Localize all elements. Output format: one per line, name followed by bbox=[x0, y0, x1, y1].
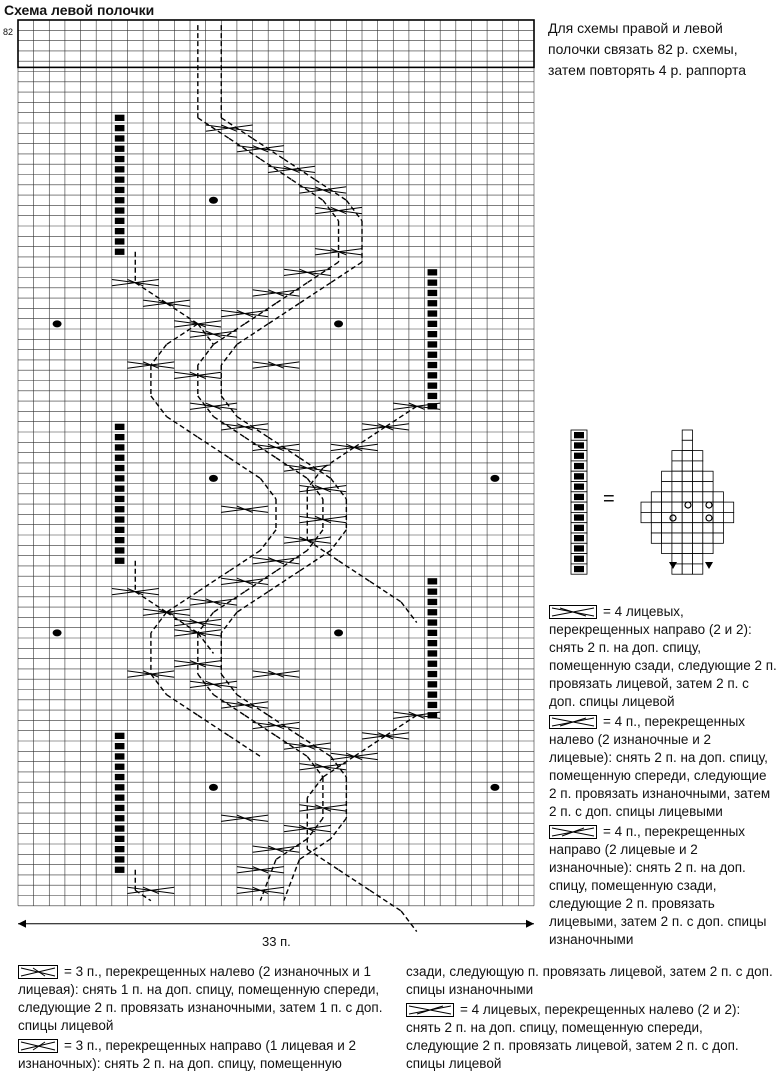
legend-grid-cell bbox=[662, 471, 672, 481]
cross-mark bbox=[253, 867, 269, 873]
bobble-square bbox=[115, 516, 125, 522]
legend-grid-cell bbox=[703, 482, 713, 492]
legend-grid-cell bbox=[682, 440, 692, 450]
legend-text: = 4 лицевых, перекрещенных направо (2 и 2): снять 2 п. на доп. спицу, помещенную сзади, следующие 2 п. провязать лицевой, затем 2 п. с доп. спицы лицевой bbox=[549, 604, 777, 709]
cable-line bbox=[385, 406, 416, 427]
legend-grid-cell bbox=[703, 471, 713, 481]
dot-marker bbox=[209, 475, 218, 482]
cable-line bbox=[339, 561, 370, 582]
legend-grid-cell bbox=[672, 482, 682, 492]
legend-grid-cell bbox=[651, 512, 661, 522]
width-label: 33 п. bbox=[258, 934, 295, 949]
bobble-square bbox=[115, 135, 125, 141]
cable-line bbox=[245, 715, 276, 736]
bobble-square bbox=[115, 774, 125, 780]
bobble-square bbox=[115, 496, 125, 502]
legend-text: сзади, следующую п. провязать лицевой, затем 2 п. с доп. спицы изнаночными bbox=[406, 964, 773, 997]
intro-text: Для схемы правой и левой полочки связать 82 р. схемы, затем повторять 4 р. раппорта bbox=[548, 20, 747, 78]
cable-line bbox=[370, 890, 401, 911]
bobble-square bbox=[115, 527, 125, 533]
cross-mark bbox=[143, 671, 159, 677]
bobble-square bbox=[428, 372, 438, 378]
bobble-square bbox=[115, 733, 125, 739]
cable-line bbox=[276, 736, 307, 757]
legend-grid-cell bbox=[662, 543, 672, 553]
cross-mark bbox=[346, 753, 362, 759]
cable-line bbox=[221, 674, 237, 695]
legend-grid-cell bbox=[682, 482, 692, 492]
bobble-square bbox=[428, 383, 438, 389]
legend-grid-cell bbox=[713, 523, 723, 533]
legend-grid-cell bbox=[641, 502, 651, 512]
cable-line bbox=[307, 262, 338, 283]
cable-line bbox=[198, 715, 229, 736]
bobble-square bbox=[428, 692, 438, 698]
arrow-head-right bbox=[526, 920, 534, 928]
legend-grid-cell bbox=[682, 564, 692, 574]
cross-mark bbox=[315, 187, 331, 193]
legend-grid-cell bbox=[693, 512, 703, 522]
legend-item-r2 bbox=[549, 713, 777, 821]
cable-line bbox=[307, 849, 338, 870]
dot-marker bbox=[490, 784, 499, 791]
legend-grid-cell bbox=[693, 533, 703, 543]
cross-mark bbox=[299, 269, 315, 275]
bobble-square bbox=[115, 795, 125, 801]
cable-line bbox=[331, 478, 347, 499]
bobble-square bbox=[115, 238, 125, 244]
cross-mark bbox=[346, 444, 362, 450]
cross-mark bbox=[221, 125, 237, 131]
dot-marker bbox=[53, 629, 62, 636]
dot-marker bbox=[334, 629, 343, 636]
bobble-square bbox=[115, 836, 125, 842]
cable-line bbox=[167, 612, 198, 633]
cable-line bbox=[135, 592, 166, 613]
legend-grid-cell bbox=[703, 533, 713, 543]
bobble-square bbox=[115, 856, 125, 862]
bobble-square bbox=[115, 434, 125, 440]
triangle-icon bbox=[705, 562, 713, 569]
bobble-square bbox=[115, 846, 125, 852]
bobble-square bbox=[428, 671, 438, 677]
bobble-square bbox=[428, 661, 438, 667]
cable-line bbox=[167, 592, 198, 613]
cable-line bbox=[198, 571, 229, 592]
legend-grid-cell bbox=[713, 533, 723, 543]
cross-3-left-icon bbox=[18, 965, 58, 979]
bobble-square bbox=[115, 166, 125, 172]
top-band bbox=[18, 20, 534, 67]
legend-grid-cell bbox=[723, 512, 733, 522]
legend-item-b2 bbox=[18, 1037, 393, 1073]
legend-item-r1 bbox=[549, 603, 777, 711]
dot-marker bbox=[53, 320, 62, 327]
bobble-square bbox=[428, 331, 438, 337]
legend-grid-cell bbox=[693, 471, 703, 481]
cable-line bbox=[276, 283, 307, 304]
cross-mark bbox=[190, 321, 206, 327]
bobble-square bbox=[115, 743, 125, 749]
cable-line bbox=[401, 911, 417, 932]
bobble-square bbox=[115, 537, 125, 543]
cable-line bbox=[354, 427, 385, 448]
cable-line bbox=[198, 437, 229, 458]
legend-grid-cell bbox=[693, 564, 703, 574]
legend-grid-cell bbox=[651, 533, 661, 543]
cable-line bbox=[339, 870, 370, 891]
legend-grid-cell bbox=[682, 492, 692, 502]
cable-line bbox=[245, 437, 276, 458]
bobble-square bbox=[574, 432, 584, 438]
legend-grid-cell bbox=[682, 461, 692, 471]
cross-mark bbox=[159, 609, 175, 615]
cable-line bbox=[245, 303, 276, 324]
cross-mark bbox=[159, 300, 175, 306]
bobble-square bbox=[115, 547, 125, 553]
cross-4-left-icon bbox=[549, 715, 597, 729]
bobble-square bbox=[428, 630, 438, 636]
bobble-square bbox=[574, 545, 584, 551]
legend-grid-cell bbox=[693, 554, 703, 564]
legend-grid-cell bbox=[651, 523, 661, 533]
bobble-square bbox=[115, 506, 125, 512]
bobble-square bbox=[115, 115, 125, 121]
cable-line bbox=[221, 344, 237, 365]
bobble-square bbox=[428, 290, 438, 296]
legend-grid-cell bbox=[662, 482, 672, 492]
bobble-square bbox=[115, 424, 125, 430]
cable-line bbox=[331, 530, 347, 551]
cross-mark bbox=[268, 846, 284, 852]
legend-grid-cell bbox=[672, 461, 682, 471]
equals-sign: = bbox=[603, 488, 615, 510]
legend-grid-cell bbox=[682, 523, 692, 533]
legend-grid-cell bbox=[703, 543, 713, 553]
bobble-square bbox=[115, 753, 125, 759]
cable-line bbox=[331, 818, 347, 839]
legend-grid-cell bbox=[693, 482, 703, 492]
bobble-square bbox=[574, 484, 584, 490]
cross-mark bbox=[237, 506, 253, 512]
bobble-square bbox=[574, 566, 584, 572]
cable-line bbox=[346, 200, 362, 221]
bobble-square bbox=[115, 197, 125, 203]
bobble-square bbox=[574, 463, 584, 469]
cable-line bbox=[167, 417, 198, 438]
legend-grid-cell bbox=[651, 502, 661, 512]
bobble-square bbox=[428, 640, 438, 646]
legend-grid-cell bbox=[651, 492, 661, 502]
cross-mark bbox=[237, 702, 253, 708]
chart-title: Схема левой полочки bbox=[4, 2, 155, 18]
legend-grid-cell bbox=[672, 502, 682, 512]
bobble-square bbox=[115, 207, 125, 213]
cable-line bbox=[229, 138, 260, 159]
legend-grid-cell bbox=[713, 492, 723, 502]
bobble-square bbox=[115, 228, 125, 234]
legend-grid-cell bbox=[693, 461, 703, 471]
bobble-square bbox=[574, 453, 584, 459]
cable-line bbox=[213, 417, 244, 438]
arrow-head-left bbox=[18, 920, 26, 928]
legend-grid-cell bbox=[693, 492, 703, 502]
legend-grid-cell bbox=[682, 533, 692, 543]
bobble-square bbox=[428, 321, 438, 327]
cable-line bbox=[213, 592, 244, 613]
cross-mark bbox=[378, 424, 394, 430]
cable-line bbox=[221, 612, 237, 633]
legend-item-b3 bbox=[406, 1001, 778, 1073]
legend-grid-cell bbox=[641, 512, 651, 522]
cable-line bbox=[354, 736, 385, 757]
cable-line bbox=[292, 180, 323, 201]
legend-grid-cell bbox=[713, 512, 723, 522]
cross-mark bbox=[299, 465, 315, 471]
bobble-square bbox=[428, 578, 438, 584]
legend-grid-cell bbox=[672, 451, 682, 461]
legend-bottom-right bbox=[406, 963, 778, 1073]
legend-grid-cell bbox=[693, 502, 703, 512]
cross-mark bbox=[190, 619, 206, 625]
bobble-square bbox=[115, 177, 125, 183]
legend-grid-cell bbox=[682, 471, 692, 481]
cross-mark bbox=[206, 599, 222, 605]
cross-mark bbox=[253, 146, 269, 152]
cross-4-knit-left-icon bbox=[406, 1003, 454, 1017]
cross-mark bbox=[268, 362, 284, 368]
row-number-label: 82 bbox=[3, 27, 14, 37]
dot-marker bbox=[490, 475, 499, 482]
cable-line bbox=[229, 736, 260, 757]
cross-mark bbox=[143, 887, 159, 893]
cable-line bbox=[284, 859, 300, 900]
bobble-square bbox=[428, 341, 438, 347]
legend-grid-cell bbox=[723, 502, 733, 512]
legend-grid-cell bbox=[672, 533, 682, 543]
legend-text: = 4 п., перекрещенных налево (2 изнаночные и 2 лицевые): снять 2 п. на доп. спицу, помещенную спереди, следующие 2 п. провязать изнаночными, затем 2 п. с доп. спицы лицевыми bbox=[549, 714, 771, 819]
bobble-square bbox=[428, 681, 438, 687]
bobble-square bbox=[428, 300, 438, 306]
bobble-square bbox=[115, 125, 125, 131]
bobble-square bbox=[428, 650, 438, 656]
bobble-square bbox=[115, 444, 125, 450]
bobble-square bbox=[115, 455, 125, 461]
bobble-square bbox=[574, 525, 584, 531]
legend-item-b2-cont bbox=[406, 963, 778, 999]
cross-mark bbox=[268, 444, 284, 450]
bobble-square bbox=[115, 867, 125, 873]
dot-marker bbox=[334, 320, 343, 327]
legend-grid-cell bbox=[703, 492, 713, 502]
cross-mark bbox=[237, 815, 253, 821]
legend-item-b1 bbox=[18, 963, 393, 1035]
cross-mark bbox=[268, 671, 284, 677]
legend-grid-cell bbox=[713, 502, 723, 512]
legend-grid-cell bbox=[662, 533, 672, 543]
cross-mark bbox=[299, 743, 315, 749]
bobble-square bbox=[115, 558, 125, 564]
dot-marker bbox=[209, 784, 218, 791]
bobble-square bbox=[428, 362, 438, 368]
legend-grid-cell bbox=[672, 471, 682, 481]
bobble-square bbox=[428, 310, 438, 316]
cable-line bbox=[167, 303, 198, 324]
cable-line bbox=[385, 715, 416, 736]
cable-line bbox=[167, 695, 198, 716]
bobble-square bbox=[428, 352, 438, 358]
legend-text: = 3 п., перекрещенных направо (1 лицевая и 2 изнаночных): снять 2 п. на доп. спицу, помещенную bbox=[18, 1038, 357, 1071]
bobble-square bbox=[428, 393, 438, 399]
bobble-square bbox=[115, 465, 125, 471]
legend-grid-cell bbox=[703, 523, 713, 533]
legend-grid-cell bbox=[693, 451, 703, 461]
bobble-square bbox=[428, 619, 438, 625]
cable-line bbox=[276, 458, 307, 479]
cable-line bbox=[135, 283, 166, 304]
cable-line bbox=[167, 324, 198, 345]
legend-grid-cell bbox=[682, 451, 692, 461]
legend-grid-cell bbox=[682, 430, 692, 440]
cable-line bbox=[213, 695, 244, 716]
bobble-square bbox=[428, 609, 438, 615]
bobble-square bbox=[115, 825, 125, 831]
legend-bottom-left bbox=[18, 963, 393, 1073]
legend-grid-cell bbox=[662, 502, 672, 512]
cross-mark bbox=[253, 887, 269, 893]
bobble-square bbox=[115, 784, 125, 790]
bobble-square bbox=[115, 156, 125, 162]
legend-grid-cell bbox=[693, 543, 703, 553]
cross-mark bbox=[284, 166, 300, 172]
bobble-square bbox=[574, 504, 584, 510]
bobble-square bbox=[428, 280, 438, 286]
cable-line bbox=[260, 159, 291, 180]
legend-grid-cell bbox=[693, 523, 703, 533]
cross-4-knit-right-icon bbox=[549, 605, 597, 619]
legend-grid-cell bbox=[682, 512, 692, 522]
cross-mark bbox=[237, 424, 253, 430]
cross-mark bbox=[268, 722, 284, 728]
cable-line bbox=[245, 571, 276, 592]
dot-marker bbox=[209, 197, 218, 204]
cable-line bbox=[198, 118, 229, 139]
legend-grid-cell bbox=[672, 523, 682, 533]
cable-line bbox=[221, 396, 237, 417]
legend-grid-cell bbox=[662, 523, 672, 533]
bobble-square bbox=[574, 535, 584, 541]
bobble-square bbox=[115, 475, 125, 481]
legend-grid-cell bbox=[672, 543, 682, 553]
legend-item-r3 bbox=[549, 823, 777, 949]
cable-line bbox=[370, 581, 401, 602]
bobble-square bbox=[115, 805, 125, 811]
legend-text: = 4 лицевых, перекрещенных налево (2 и 2): снять 2 п. на доп. спицу, помещенную спереди, следующие 2 п. провязать лицевой, затем 2 п. с доп. спицы лицевой bbox=[406, 1002, 741, 1071]
cable-line bbox=[229, 550, 260, 571]
legend-grid-cell bbox=[672, 492, 682, 502]
cross-mark bbox=[268, 558, 284, 564]
cross-mark bbox=[237, 310, 253, 316]
bobble-square bbox=[574, 442, 584, 448]
bobble-square bbox=[574, 514, 584, 520]
cross-mark bbox=[409, 403, 425, 409]
bobble-square bbox=[115, 249, 125, 255]
bobble-square bbox=[428, 589, 438, 595]
bobble-square bbox=[428, 269, 438, 275]
legend-grid-cell bbox=[662, 492, 672, 502]
legend-text: = 4 п., перекрещенных направо (2 лицевые и 2 изнаночные): снять 2 п. на доп. спицу, помещенную сзади, следующие 2 п. провязать лицевыми, затем 2 п. с доп. спицы изнаночными bbox=[549, 824, 767, 947]
bobble-square bbox=[115, 146, 125, 152]
bobble-square bbox=[115, 764, 125, 770]
bobble-square bbox=[574, 556, 584, 562]
bobble-square bbox=[428, 599, 438, 605]
cable-line bbox=[323, 756, 354, 777]
bobble-square bbox=[574, 494, 584, 500]
bobble-square bbox=[574, 473, 584, 479]
legend-text: = 3 п., перекрещенных налево (2 изнаночных и 1 лицевая): снять 1 п. на доп. спицу, помещенную спереди, следующие 2 п. провязать изнаночными, затем 1 п. с доп. спицы лицевой bbox=[18, 964, 383, 1033]
bobble-square bbox=[115, 218, 125, 224]
cross-mark bbox=[237, 578, 253, 584]
cross-mark bbox=[378, 733, 394, 739]
legend-grid-cell bbox=[682, 554, 692, 564]
cross-3-right-icon bbox=[18, 1039, 58, 1053]
cross-mark bbox=[268, 290, 284, 296]
cable-line bbox=[229, 458, 260, 479]
bobble-square bbox=[115, 815, 125, 821]
bobble-square bbox=[115, 486, 125, 492]
legend-grid-cell bbox=[682, 543, 692, 553]
cable-line bbox=[276, 839, 307, 860]
cable-line bbox=[276, 550, 307, 571]
legend-right bbox=[549, 603, 777, 949]
bobble-square bbox=[428, 702, 438, 708]
cross-mark bbox=[409, 712, 425, 718]
cross-4-right-icon bbox=[549, 825, 597, 839]
bobble-square bbox=[115, 187, 125, 193]
